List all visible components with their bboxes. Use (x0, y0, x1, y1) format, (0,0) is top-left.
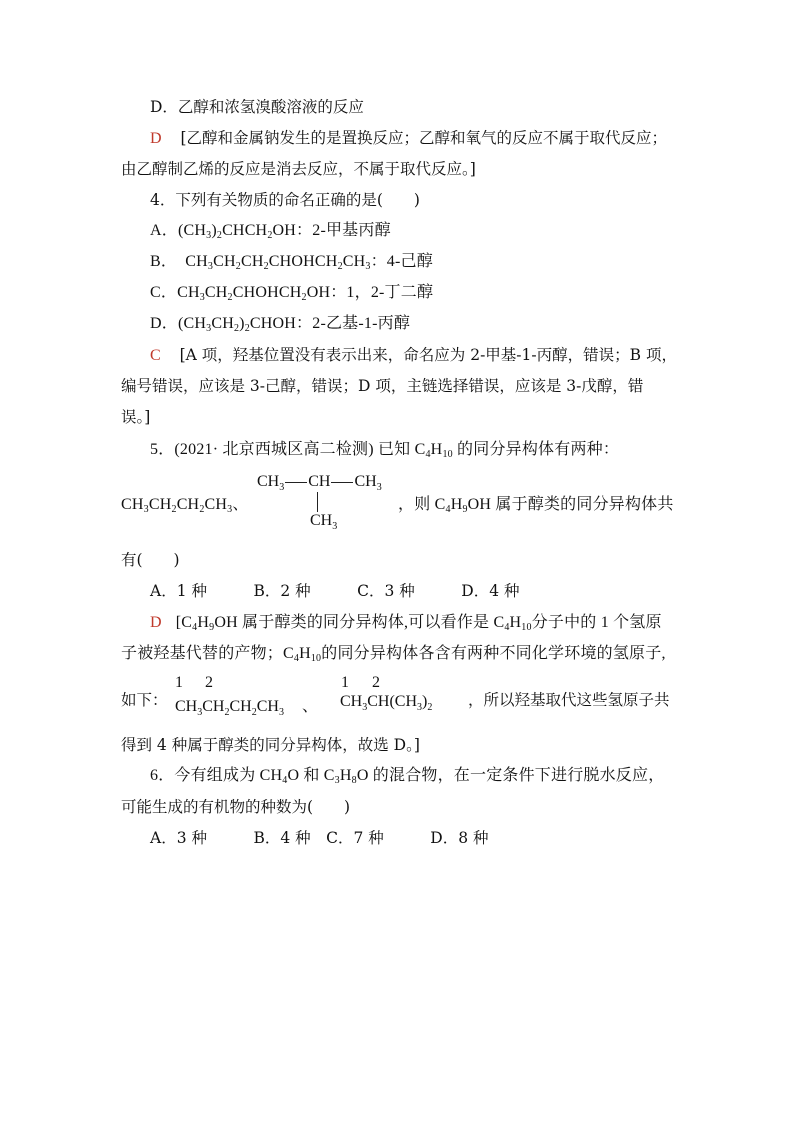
q4-c-s2: 2 (227, 292, 233, 303)
q5-ans2-t1: 子被羟基代替的产物；C (121, 645, 294, 662)
q4-option-b (150, 252, 433, 272)
q5-iso1-s3: 2 (199, 504, 205, 515)
q4-b-s2: 2 (235, 261, 241, 272)
q4-answer-letter: C (150, 347, 161, 364)
q5-ans-s3: 4 (504, 622, 510, 633)
q5-answer-line1 (150, 613, 662, 633)
q4-d-s1: 3 (206, 323, 212, 334)
struct-ch3-bottom: CH (310, 512, 333, 529)
q4-a-t4: OH：2-甲基丙醇 (272, 222, 391, 239)
carbon-number-1a: 1 (175, 674, 183, 691)
q5-stem-tail (398, 495, 674, 515)
q5-answer-line4: 得到 4 种属于醇类的同分异构体，故选 D。] (121, 736, 420, 754)
q5-iso1-t3: CH (176, 496, 200, 513)
q4-answer-line3: 误。] (121, 408, 151, 426)
ib-t3: ) (422, 693, 428, 710)
q5-iso1-t4: CH (204, 496, 228, 513)
struct-bond-right (331, 482, 353, 483)
isobutane-structure (257, 473, 382, 491)
q4-b-t6: ：4-己醇 (370, 253, 433, 270)
struct-ch3-right-sub: 3 (376, 482, 382, 493)
q5-isomer1 (121, 495, 249, 515)
q5-answer-line2 (121, 644, 666, 664)
q5-ans2-t2: H (299, 645, 311, 662)
q5-stem-s1: 4 (425, 449, 431, 460)
q4-answer-text1: [A 项，羟基位置没有表示出来，命名应为 2-甲基-1-丙醇，错误；B 项， (179, 346, 677, 364)
q6-t2: O 和 C (287, 767, 335, 784)
q6-stem-line1 (150, 766, 664, 786)
q5-iso1-t1: CH (121, 496, 144, 513)
carbon-number-1b: 1 (341, 674, 349, 691)
q6-s1: 4 (282, 775, 288, 786)
q5-iso1-sep: 、 (232, 496, 249, 513)
q5-ans-t2: H (197, 614, 210, 631)
q4-b-t2: CH (213, 253, 236, 270)
q4-a-s1: 3 (206, 230, 212, 241)
q5-tail-s1: 4 (445, 504, 451, 515)
q5-stem-t3: 的同分异构体有两种： (452, 441, 620, 458)
q5-ans-s4: 10 (521, 622, 532, 633)
q5-tail-t2: H (450, 496, 463, 513)
q4-d-s2: 2 (233, 323, 240, 334)
struct-bond-left (285, 482, 307, 483)
q5-iso1-s2: 2 (171, 504, 177, 515)
struct-bond-down (317, 492, 318, 512)
q5-ans-t3: OH 属于醇类的同分异构体,可以看作是 C (214, 614, 505, 631)
q4-a-t2: ) (211, 222, 217, 239)
bt-sep: 、 (301, 698, 318, 715)
q3-answer-letter: D (150, 130, 162, 147)
q4-c-s3: 2 (301, 292, 307, 303)
q6-t1: 6．今有组成为 CH (150, 767, 283, 784)
q4-option-d (150, 314, 410, 334)
q3-answer-line2: 由乙醇制乙烯的反应是消去反应，不属于取代反应。] (121, 160, 476, 178)
q5-ans-t4: H (509, 614, 522, 631)
bt-t4: CH (256, 698, 279, 715)
q6-options: A．3 种 B．4 种 C．7 种 D．8 种 (150, 829, 489, 847)
bt-t2: CH (202, 698, 225, 715)
q4-answer-line2: 编号错误，应该是 3-己醇，错误；D 项，主链选择错误，应该是 3-戊醇，错 (121, 377, 644, 395)
q4-option-c (150, 283, 433, 303)
q4-a-t3: CHCH (222, 222, 268, 239)
carbon-number-2a: 2 (205, 674, 213, 691)
q5-tail-s2: 9 (462, 504, 468, 515)
q4-d-t3: ) (239, 315, 245, 332)
q4-d-t2: CH (211, 315, 234, 332)
q4-b-t4: CHOHCH (268, 253, 338, 270)
butane-numbered (175, 693, 318, 716)
q5-ans-t5: 分子中的 1 个氢原 (531, 614, 662, 631)
q5-iso1-s1: 3 (143, 504, 149, 515)
q5-stem-end: 有( ) (121, 551, 180, 569)
q5-ans2-s2: 10 (310, 653, 322, 664)
q6-s3: 8 (351, 775, 357, 786)
q4-b-s4: 2 (337, 261, 343, 272)
q4-c-t2: CH (204, 284, 228, 301)
bt-s2: 2 (224, 707, 230, 718)
q4-c-t1: C．CH (150, 284, 200, 301)
ib-s2: 3 (417, 702, 423, 713)
q4-stem: 4．下列有关物质的命名正确的是( ) (150, 191, 420, 209)
q4-b-s5: 3 (365, 261, 371, 272)
q5-answer-letter: D (150, 614, 162, 631)
bt-s3: 2 (251, 707, 257, 718)
q5-stem-t2: H (430, 441, 443, 458)
q4-a-t1: A．(CH (150, 222, 207, 239)
q5-ans-t1: [C (175, 614, 193, 631)
q6-stem-line2: 可能生成的有机物的种数为( ) (121, 798, 351, 816)
q4-d-t4: CHOH：2-乙基-1-丙醇 (249, 315, 411, 332)
q3-answer-text1: [乙醇和金属钠发生的是置换反应；乙醇和氧气的反应不属于取代反应； (180, 129, 668, 147)
q5-tail-t1: ，则 C (398, 496, 446, 513)
ib-s3: 2 (427, 702, 433, 713)
q4-b-t1: B． CH (150, 253, 208, 270)
q4-d-s3: 2 (244, 323, 250, 334)
q5-stem-s2: 10 (442, 449, 453, 460)
q5-ans-s2: 9 (209, 622, 215, 633)
bt-s1: 3 (197, 707, 203, 718)
q4-a-s3: 2 (267, 230, 273, 241)
q4-b-t3: CH (240, 253, 264, 270)
struct-ch: CH (308, 473, 331, 490)
q4-c-t3: CHOHCH (232, 284, 302, 301)
ib-s1: 3 (362, 702, 368, 713)
struct-ch3-bottom-group (310, 512, 337, 530)
bt-t1: CH (175, 698, 198, 715)
q3-answer-line1 (150, 128, 667, 149)
q4-a-s2: 2 (216, 230, 223, 241)
q5-options: A．1 种 B．2 种 C．3 种 D．4 种 (150, 582, 520, 600)
isobutane-numbered (340, 693, 432, 711)
struct-ch3-left: CH (257, 473, 280, 490)
q4-option-a (150, 221, 391, 241)
struct-ch3-left-sub: 3 (279, 482, 285, 493)
q5-iso1-s4: 3 (227, 504, 233, 515)
q3-option-d: D．乙醇和浓氢溴酸溶液的反应 (150, 98, 364, 116)
q4-c-t4: OH：1，2-丁二醇 (306, 284, 434, 301)
ib-t2: CH(CH (367, 693, 418, 710)
q5-answer-line3-tail: ，所以羟基取代这些氢原子共 (468, 691, 670, 709)
q5-answer-line3-label: 如下： (121, 691, 168, 709)
q5-ans2-t3: 的同分异构体各含有两种不同化学环境的氢原子, (321, 645, 666, 662)
struct-ch3-right: CH (354, 473, 377, 490)
q4-c-s1: 3 (199, 292, 205, 303)
q6-s2: 3 (334, 775, 340, 786)
q5-ans2-s1: 4 (293, 653, 300, 664)
q6-t3: H (339, 767, 352, 784)
bt-s4: 3 (278, 707, 284, 718)
q4-b-s3: 2 (263, 261, 269, 272)
carbon-number-2b: 2 (372, 674, 380, 691)
q4-answer-line1 (150, 345, 677, 366)
q5-ans-s1: 4 (192, 622, 198, 633)
q4-d-t1: D．(CH (150, 315, 207, 332)
q4-b-s1: 3 (207, 261, 214, 272)
q5-stem-t1: 5．(2021· 北京西城区高二检测) 已知 C (150, 441, 426, 458)
q6-t4: O 的混合物，在一定条件下进行脱水反应， (356, 767, 665, 784)
q5-iso1-t2: CH (148, 496, 172, 513)
q5-stem (150, 440, 619, 460)
bt-t3: CH (229, 698, 252, 715)
q4-b-t5: CH (342, 253, 366, 270)
struct-ch3-bottom-sub: 3 (332, 521, 338, 532)
ib-t1: CH (340, 693, 363, 710)
q5-tail-t3: OH 属于醇类的同分异构体共 (467, 496, 674, 513)
